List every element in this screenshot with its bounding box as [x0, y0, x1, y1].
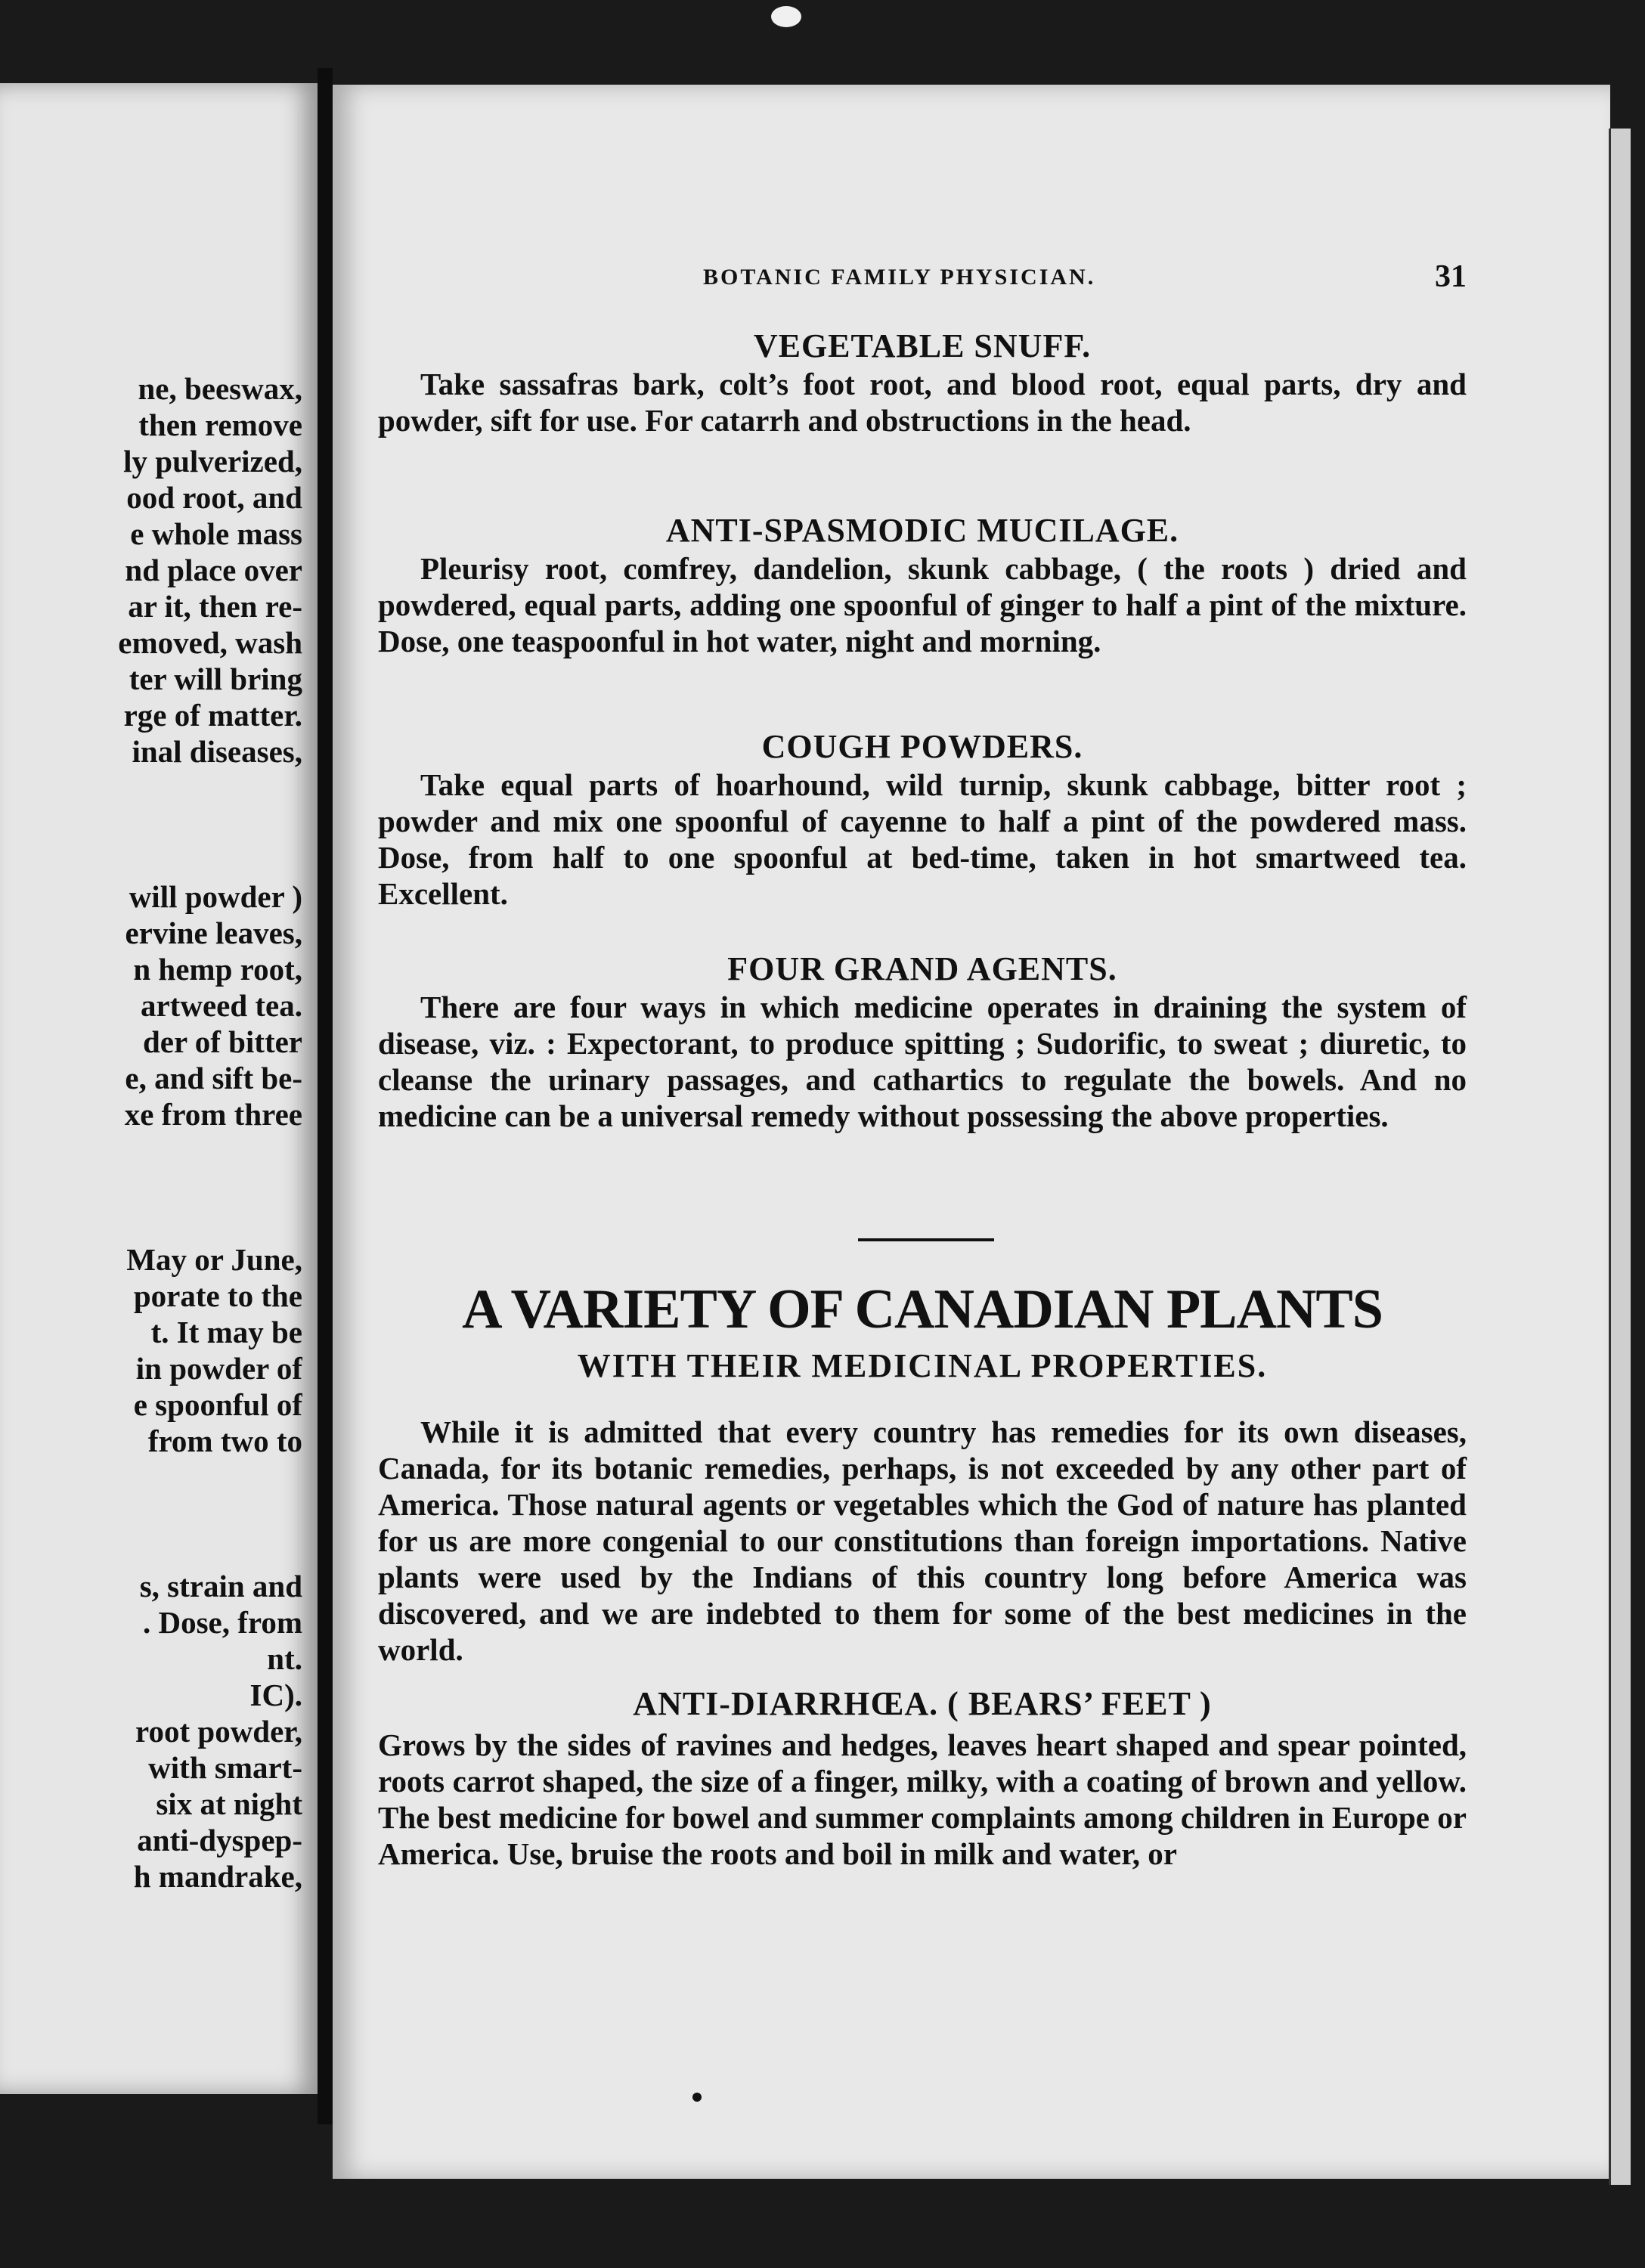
paper-speck: [771, 6, 801, 27]
left-page-line: in powder of: [135, 1351, 302, 1386]
left-page-line: s, strain and: [139, 1569, 302, 1603]
left-page-line: IC).: [249, 1678, 302, 1712]
left-page-line: six at night: [156, 1786, 302, 1821]
left-page-line: rge of matter.: [123, 698, 302, 733]
chapter-canadian-plants: [378, 1278, 1467, 1872]
left-page-line: ar it, then re-: [128, 589, 302, 624]
left-page-line: ly pulverized,: [123, 444, 302, 479]
left-page-line: anti-dyspep-: [137, 1823, 302, 1857]
left-page-line: ood root, and: [126, 480, 302, 515]
left-page-line: h mandrake,: [133, 1859, 302, 1894]
left-page: [0, 83, 318, 2094]
left-page-line: May or June,: [126, 1242, 302, 1277]
section-vegetable-snuff: [378, 327, 1467, 438]
section-body: Take sassafras bark, colt’s foot root, and blood root, equal parts, dry and powder, sift for use. For catarrh and obstructions in the head.: [378, 367, 1467, 438]
left-page-line: inal diseases,: [132, 734, 302, 769]
left-page-line: t. It may be: [150, 1315, 302, 1349]
section-heading: VEGETABLE SNUFF.: [753, 327, 1092, 364]
chapter-subtitle: WITH THEIR MEDICINAL PROPERTIES.: [577, 1347, 1268, 1384]
left-page-line: [0, 1169, 302, 1205]
running-title: BOTANIC FAMILY PHYSICIAN.: [703, 265, 1096, 290]
left-page-line: . Dose, from: [142, 1605, 302, 1640]
left-page-line: e, and sift be-: [125, 1061, 302, 1095]
left-page-text: [0, 370, 302, 1895]
running-head: [378, 259, 1467, 302]
section-divider: [858, 1238, 994, 1241]
left-page-line: e spoonful of: [133, 1387, 302, 1422]
left-page-line: with smart-: [148, 1750, 302, 1785]
ink-dot: [692, 2093, 702, 2102]
book-gutter: [318, 68, 333, 2124]
left-page-line: root powder,: [135, 1714, 302, 1749]
left-page-line: der of bitter: [142, 1024, 302, 1059]
left-page-line: porate to the: [133, 1278, 302, 1313]
entry-heading: ANTI-DIARRHŒA. ( BEARS’ FEET ): [633, 1685, 1212, 1722]
left-page-line: [0, 1495, 302, 1532]
left-page-line: ervine leaves,: [125, 916, 302, 950]
section-heading: FOUR GRAND AGENTS.: [727, 950, 1117, 987]
section-body: Pleurisy root, comfrey, dandelion, skunk cabbage, ( the roots ) dried and powdered, equal parts, adding one spoonful of ginger to half a pint of the mixture. Dose, one teaspoonful in hot water, night and morning.: [378, 551, 1467, 658]
left-page-line: xe from three: [124, 1097, 302, 1132]
section-heading: ANTI-SPASMODIC MUCILAGE.: [665, 512, 1179, 549]
left-page-line: from two to: [147, 1424, 302, 1458]
page-edge: [1609, 129, 1631, 2185]
left-page-line: [0, 1205, 302, 1241]
left-page-line: nt.: [267, 1641, 302, 1676]
left-page-line: e whole mass: [130, 516, 302, 551]
left-page-line: ne, beeswax,: [138, 371, 302, 406]
left-page-line: ter will bring: [129, 662, 302, 696]
section-body: Take equal parts of hoarhound, wild turnip, skunk cabbage, bitter root ; powder and mix one spoonful of cayenne to half a pint of the powdered mass. Dose, from half to one spoonful at bed-time, taken in hot smartweed tea. Excellent.: [378, 767, 1467, 911]
section-cough-powders: [378, 727, 1467, 912]
left-page-line: artweed tea.: [140, 988, 302, 1023]
left-page-line: nd place over: [125, 553, 302, 587]
left-page-line: [0, 1532, 302, 1568]
section-body: There are four ways in which medicine operates in draining the system of disease, viz. : Expectorant, to produce spitting ; Sudorific, to sweat ; diuretic, to cleanse the urinary passages, and cathartics to regulate the bowels. And no medicine can be a universal remedy without possessing the above properties.: [378, 990, 1467, 1133]
chapter-intro: While it is admitted that every country has remedies for its own diseases, Canada, for its botanic remedies, perhaps, is not exceeded by any other part of America. Those natural agents or vegetables which the God of nature has planted for us are more congenial to our constitutions than foreign importations. Native plants were used by the Indians of this country long before America was discovered, and we are indebted to them for some of the best medicines in the world.: [378, 1414, 1467, 1667]
left-page-line: will powder ): [129, 879, 302, 914]
left-page-line: [0, 1459, 302, 1495]
section-heading: COUGH POWDERS.: [761, 728, 1083, 765]
chapter-title: A VARIETY OF CANADIAN PLANTS: [462, 1278, 1383, 1340]
section-four-grand-agents: [378, 950, 1467, 1134]
left-page-line: [0, 842, 302, 878]
left-page-line: [0, 770, 302, 806]
section-anti-spasmodic-mucilage: [378, 511, 1467, 659]
left-page-line: emoved, wash: [118, 625, 302, 660]
left-page-line: then remove: [138, 407, 302, 442]
entry-body: Grows by the sides of ravines and hedges, leaves heart shaped and spear pointed, roots carrot shaped, the size of a finger, milky, with a coating of brown and yellow. The best medicine for bowel and summer complaints among children in Europe or America. Use, bruise the roots and boil in milk and water, or: [378, 1727, 1467, 1871]
left-page-line: [0, 806, 302, 842]
left-page-line: [0, 1132, 302, 1169]
page-number: 31: [1435, 259, 1467, 294]
left-page-line: n hemp root,: [133, 952, 302, 987]
